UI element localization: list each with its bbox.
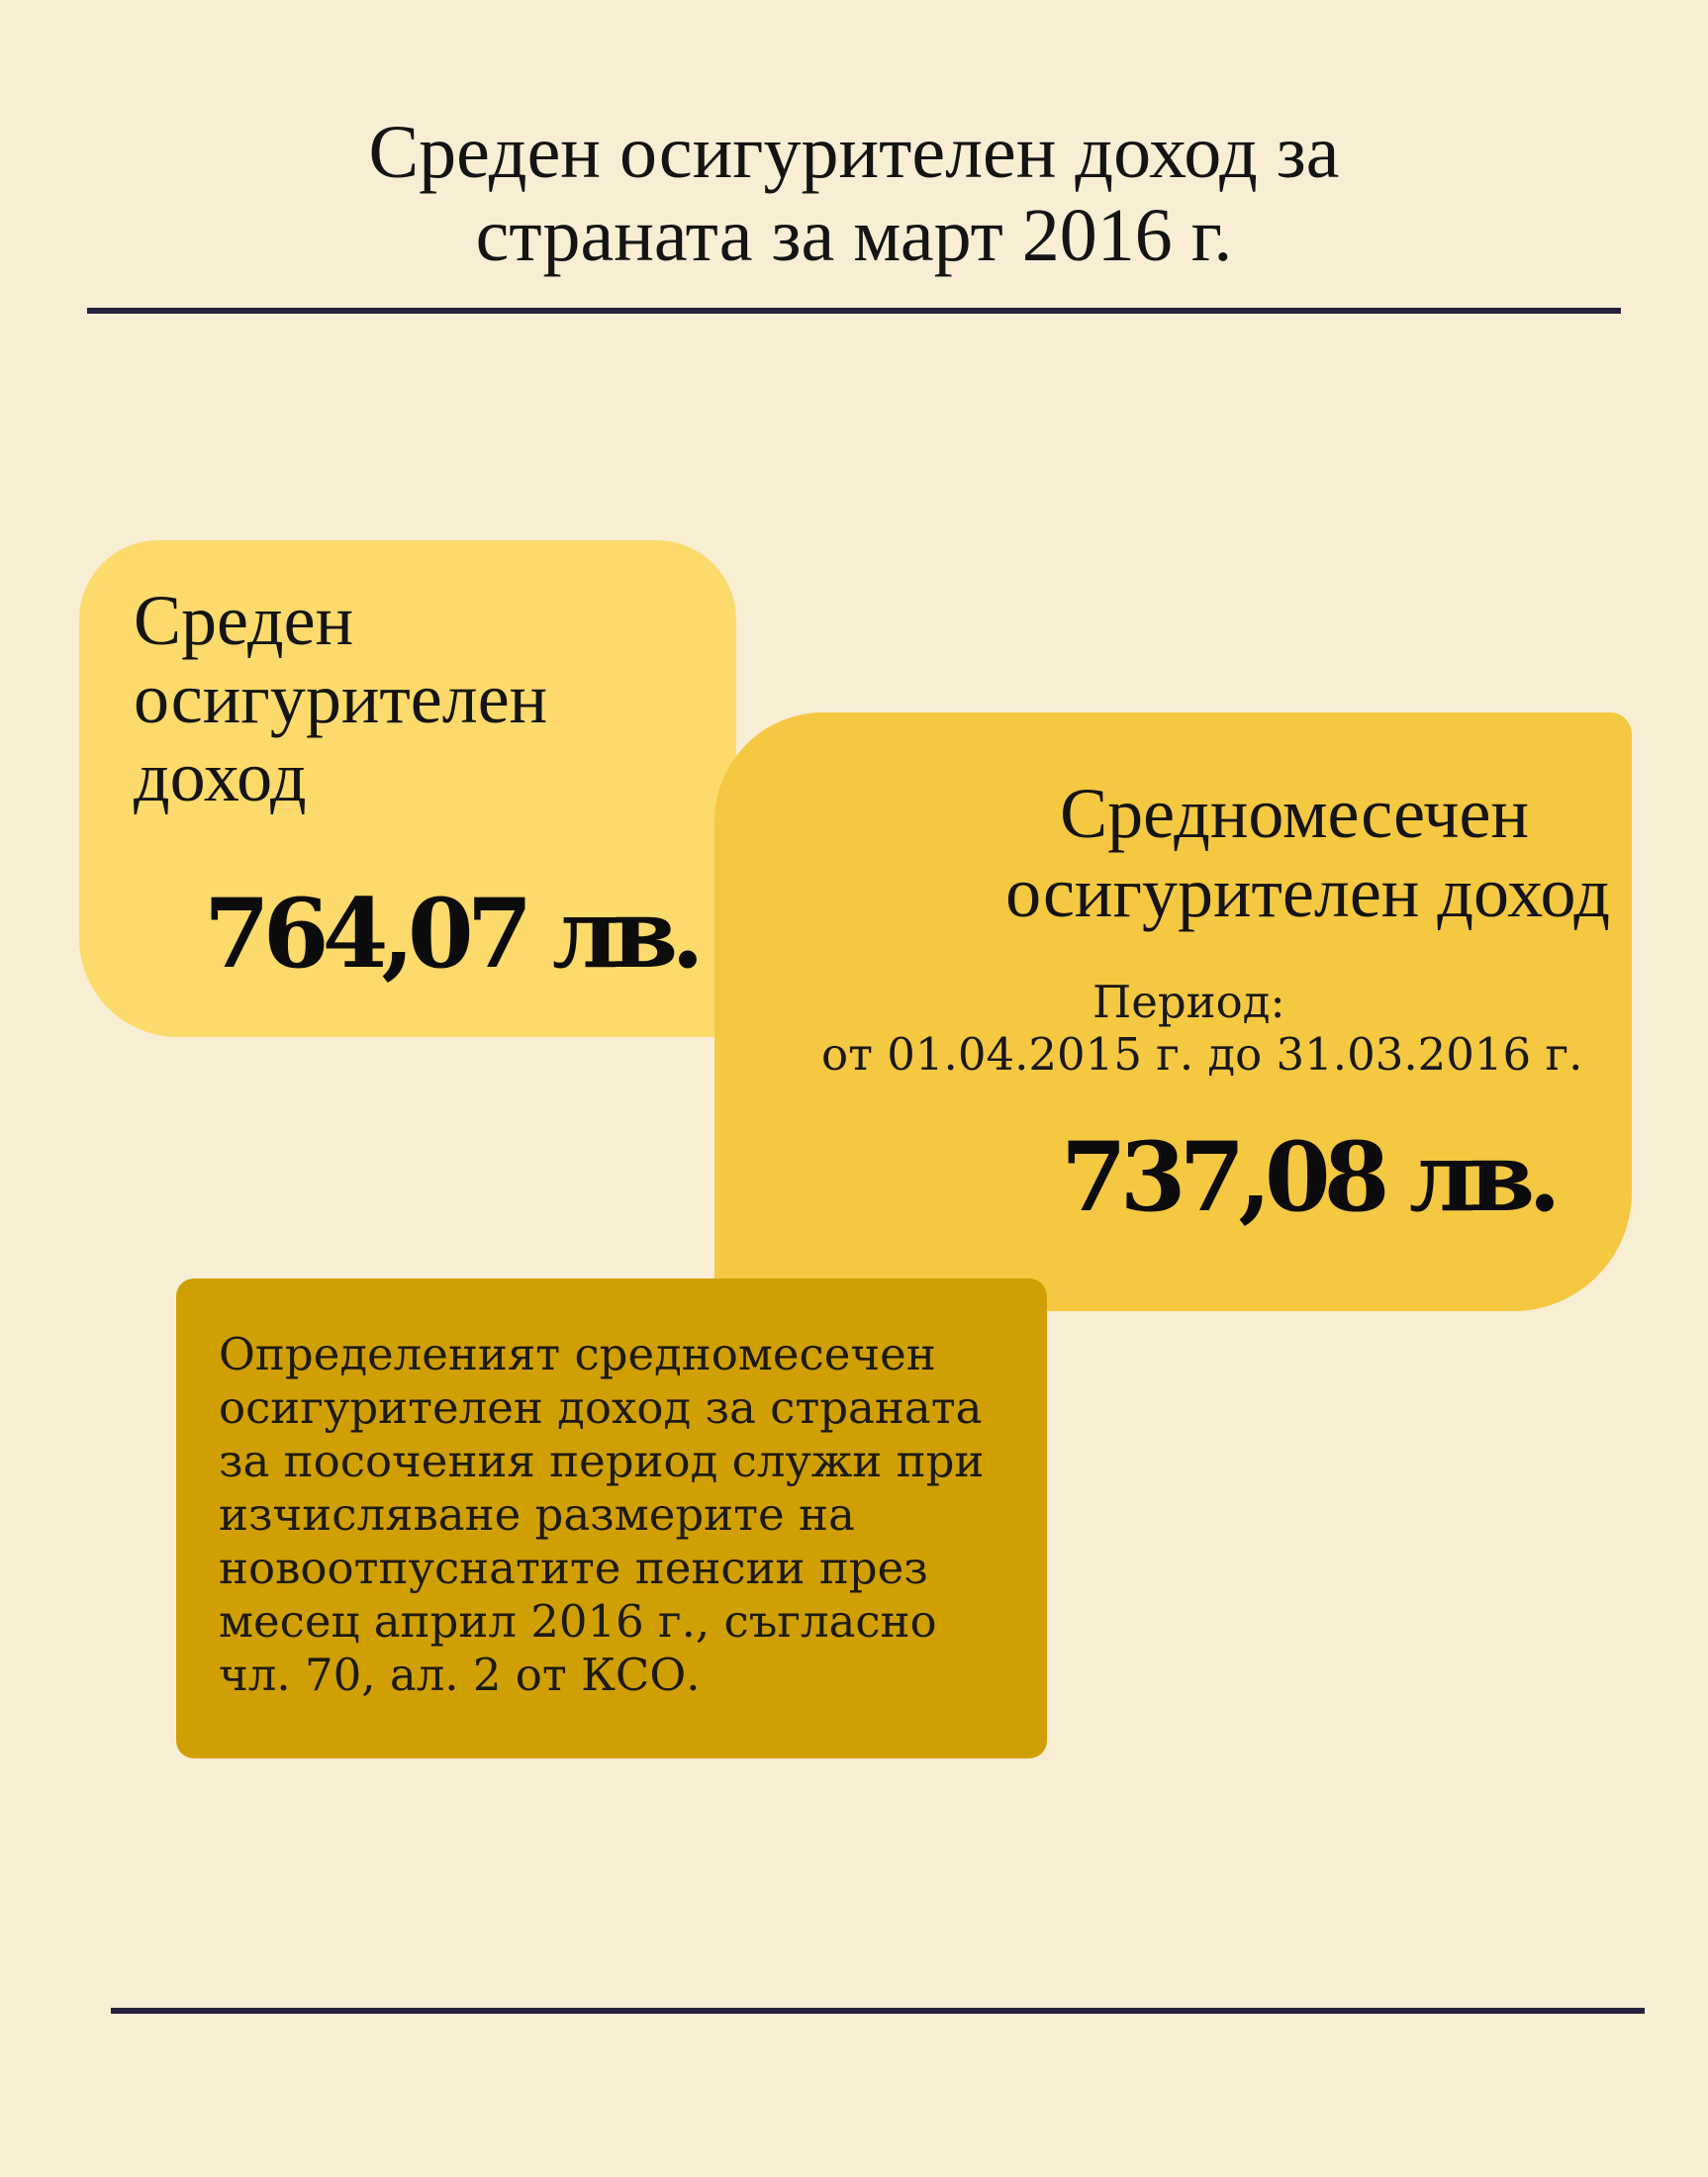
explanation-line: осигурителен доход за страната	[219, 1381, 983, 1434]
monthly-average-label-line-2: осигурителен доход	[1005, 853, 1610, 932]
explanation-line: за посочения период служи при	[219, 1435, 985, 1487]
bottom-divider	[111, 2008, 1645, 2014]
top-divider	[87, 308, 1621, 314]
average-income-label-line-2: осигурителен	[134, 659, 548, 738]
average-income-card	[79, 540, 736, 1037]
page-title-line-1: Среден осигурителен доход за	[368, 111, 1340, 194]
monthly-average-card	[714, 712, 1632, 1311]
period-range: от 01.04.2015 г. до 31.03.2016 г.	[821, 1028, 1583, 1081]
explanation-line: Определеният средномесечен	[219, 1328, 936, 1380]
monthly-average-label	[714, 774, 1610, 932]
explanation-line: месец април 2016 г., съгласно	[219, 1595, 937, 1648]
average-income-amount: 764,07 лв.	[204, 878, 698, 990]
average-income-label-line-3: доход	[134, 737, 307, 816]
explanation-text	[219, 1328, 1030, 1702]
page-title	[0, 111, 1708, 277]
explanation-note	[176, 1278, 1047, 1758]
period-label: Период:	[1092, 976, 1285, 1028]
explanation-line: новоотпуснатите пенсии през	[219, 1542, 928, 1594]
monthly-average-label-line-1: Средномесечен	[1060, 774, 1529, 853]
explanation-line: чл. 70, ал. 2 от КСО.	[219, 1649, 701, 1701]
period-info	[714, 976, 1632, 1081]
monthly-average-amount: 737,08 лв.	[1061, 1121, 1555, 1233]
average-income-label-line-1: Среден	[134, 581, 354, 660]
average-income-label	[134, 582, 727, 816]
explanation-line: изчисляване размерите на	[219, 1488, 855, 1541]
page-title-line-2: страната за март 2016 г.	[475, 194, 1233, 277]
